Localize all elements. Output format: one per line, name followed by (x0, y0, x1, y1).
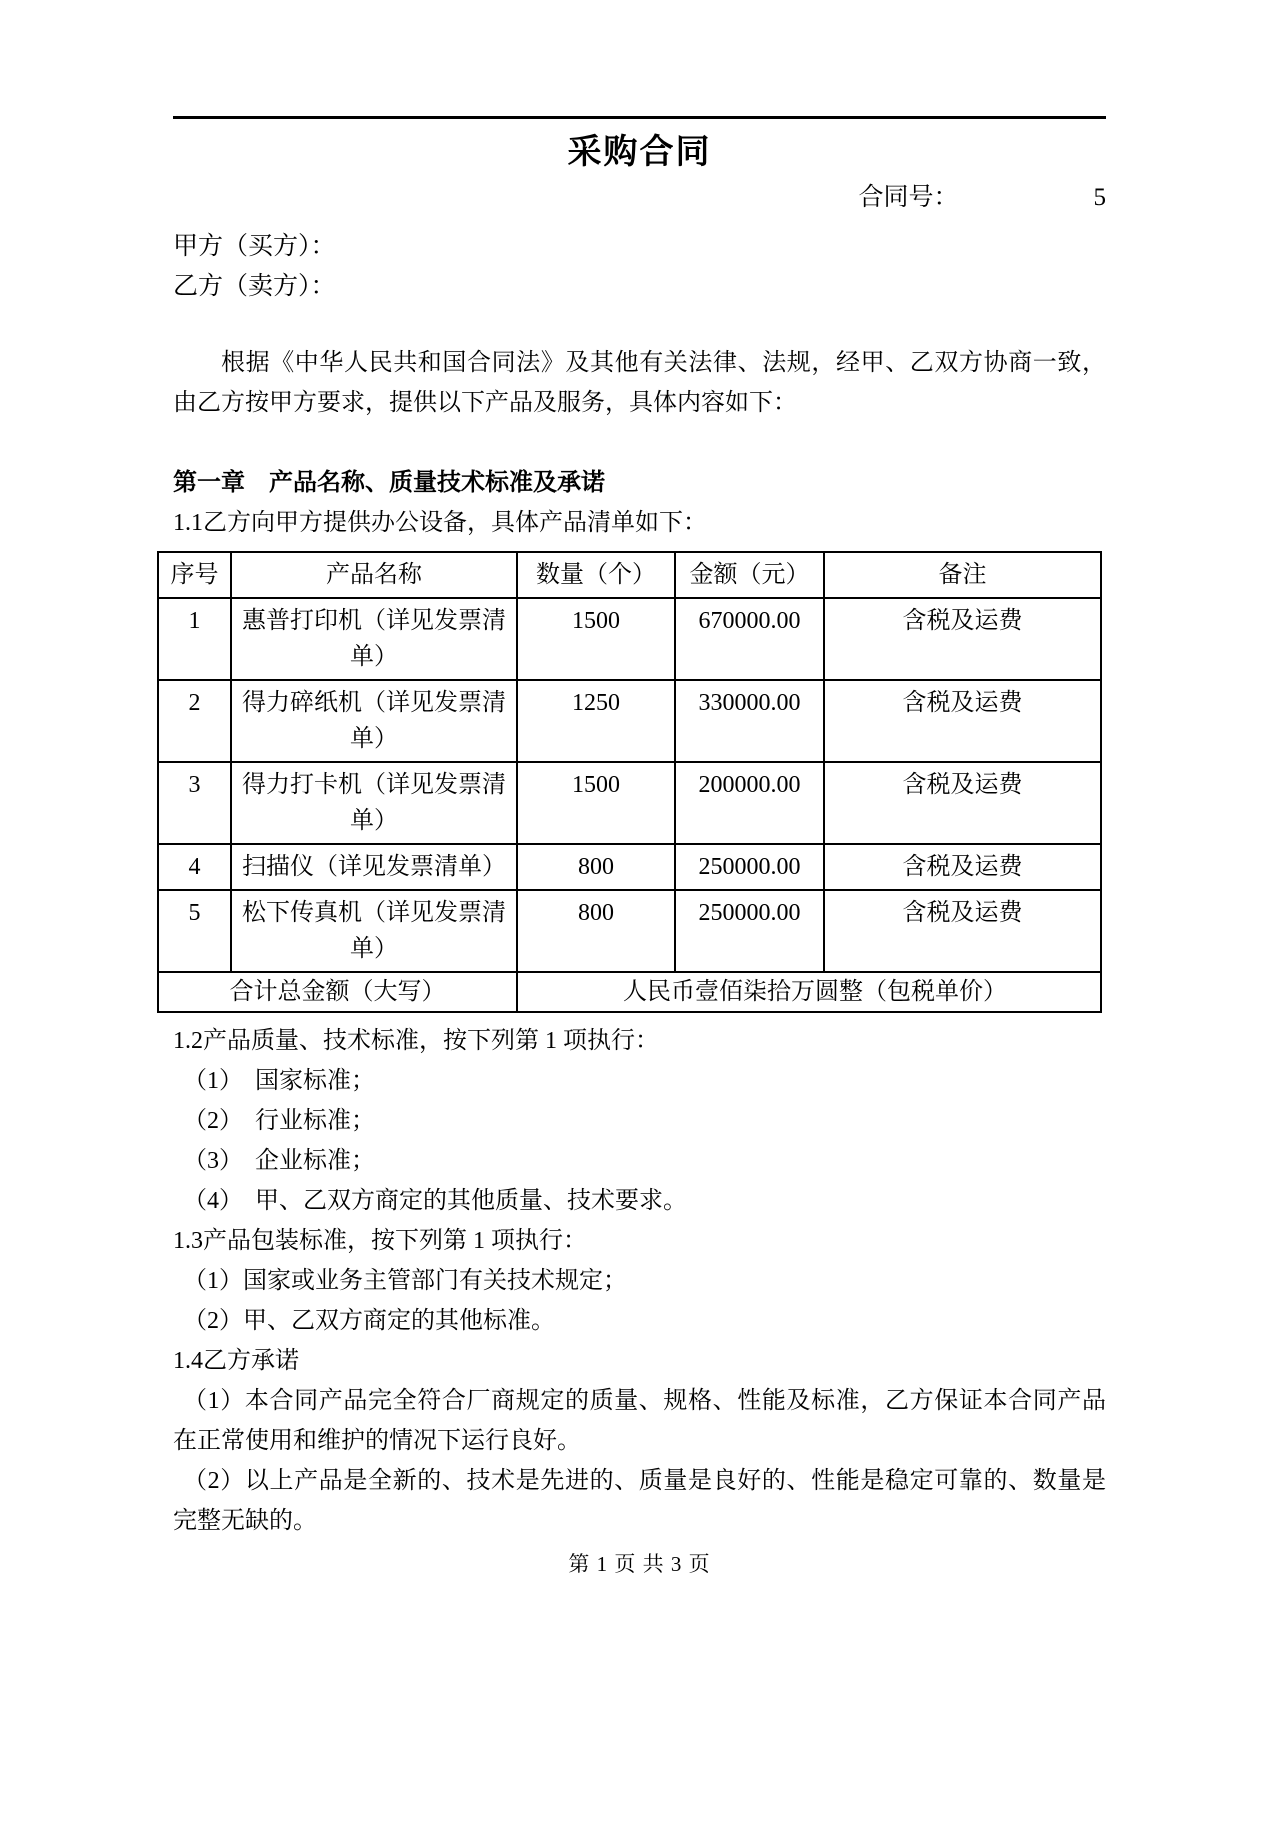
contract-number-row (173, 181, 1106, 215)
chapter-1-heading: 第一章 产品名称、质量技术标准及承诺 (173, 470, 605, 496)
col-header-amount: 金额（元） (675, 552, 824, 598)
cell-product-name: 得力打卡机（详见发票清单） (231, 762, 517, 844)
clause-1-3-item-1: （1）国家或业务主管部门有关技术规定； (183, 1268, 627, 1294)
product-table (157, 551, 1102, 1013)
cell-quantity: 1250 (517, 680, 675, 762)
clause-1-2-item-3: （3） 企业标准； (183, 1148, 375, 1174)
total-label-cell: 合计总金额（大写） (158, 972, 517, 1012)
clause-1-2: 1.2产品质量、技术标准，按下列第 1 项执行： (173, 1028, 659, 1054)
col-header-product-name: 产品名称 (231, 552, 517, 598)
clause-1-2-item-1: （1） 国家标准； (183, 1068, 375, 1094)
cell-row-no: 5 (158, 890, 231, 972)
party-a-line: 甲方（买方）： (173, 233, 336, 260)
cell-product-name: 得力碎纸机（详见发票清单） (231, 680, 517, 762)
cell-note: 含税及运费 (824, 890, 1101, 972)
cell-amount: 250000.00 (675, 844, 824, 890)
clause-1-4-item-1: （1）本合同产品完全符合厂商规定的质量、规格、性能及标准，乙方保证本合同产品在正常使用和维护的情况下运行良好。 (173, 1388, 1106, 1454)
cell-product-name: 扫描仪（详见发票清单） (231, 844, 517, 890)
clause-1-3: 1.3产品包装标准，按下列第 1 项执行： (173, 1228, 587, 1254)
cell-amount: 670000.00 (675, 598, 824, 680)
cell-row-no: 4 (158, 844, 231, 890)
clause-1-4: 1.4乙方承诺 (173, 1348, 299, 1374)
page-footer: 第 1 页 共 3 页 (568, 1552, 711, 1576)
cell-product-name: 惠普打印机（详见发票清单） (231, 598, 517, 680)
clause-1-3-item-2: （2）甲、乙双方商定的其他标准。 (183, 1308, 555, 1334)
total-value-cell: 人民币壹佰柒拾万圆整（包税单价） (517, 972, 1101, 1012)
table-row (158, 844, 1101, 890)
header-rule (173, 116, 1106, 119)
table-row (158, 762, 1101, 844)
col-header-quantity: 数量（个） (517, 552, 675, 598)
col-header-note: 备注 (824, 552, 1101, 598)
cell-note: 含税及运费 (824, 680, 1101, 762)
party-b-line: 乙方（卖方）： (173, 273, 336, 300)
table-row (158, 598, 1101, 680)
cell-row-no: 2 (158, 680, 231, 762)
table-row (158, 890, 1101, 972)
cell-quantity: 800 (517, 844, 675, 890)
cell-amount: 200000.00 (675, 762, 824, 844)
cell-amount: 250000.00 (675, 890, 824, 972)
table-row (158, 680, 1101, 762)
cell-product-name: 松下传真机（详见发票清单） (231, 890, 517, 972)
cell-note: 含税及运费 (824, 762, 1101, 844)
document-title: 采购合同 (567, 134, 712, 171)
intro-paragraph: 根据《中华人民共和国合同法》及其他有关法律、法规，经甲、乙双方协商一致，由乙方按甲方要求，提供以下产品及服务，具体内容如下： (173, 350, 1106, 416)
table-header-row (158, 552, 1101, 598)
cell-quantity: 1500 (517, 762, 675, 844)
cell-quantity: 800 (517, 890, 675, 972)
clause-1-4-item-2: （2）以上产品是全新的、技术是先进的、质量是良好的、性能是稳定可靠的、数量是完整无缺的。 (173, 1468, 1106, 1534)
contract-number-label: 合同号： (858, 184, 959, 211)
cell-row-no: 1 (158, 598, 231, 680)
cell-note: 含税及运费 (824, 844, 1101, 890)
total-row (158, 972, 1101, 1012)
col-header-no: 序号 (158, 552, 231, 598)
clauses-section (173, 1021, 1106, 1541)
cell-note: 含税及运费 (824, 598, 1101, 680)
cell-row-no: 3 (158, 762, 231, 844)
clause-1-2-item-2: （2） 行业标准； (183, 1108, 375, 1134)
contract-number-value: 5 (1093, 184, 1106, 211)
cell-amount: 330000.00 (675, 680, 824, 762)
contract-page (0, 116, 1280, 1823)
cell-quantity: 1500 (517, 598, 675, 680)
clause-1-2-item-4: （4） 甲、乙双方商定的其他质量、技术要求。 (183, 1188, 687, 1214)
clause-1-1: 1.1乙方向甲方提供办公设备，具体产品清单如下： (173, 510, 707, 536)
